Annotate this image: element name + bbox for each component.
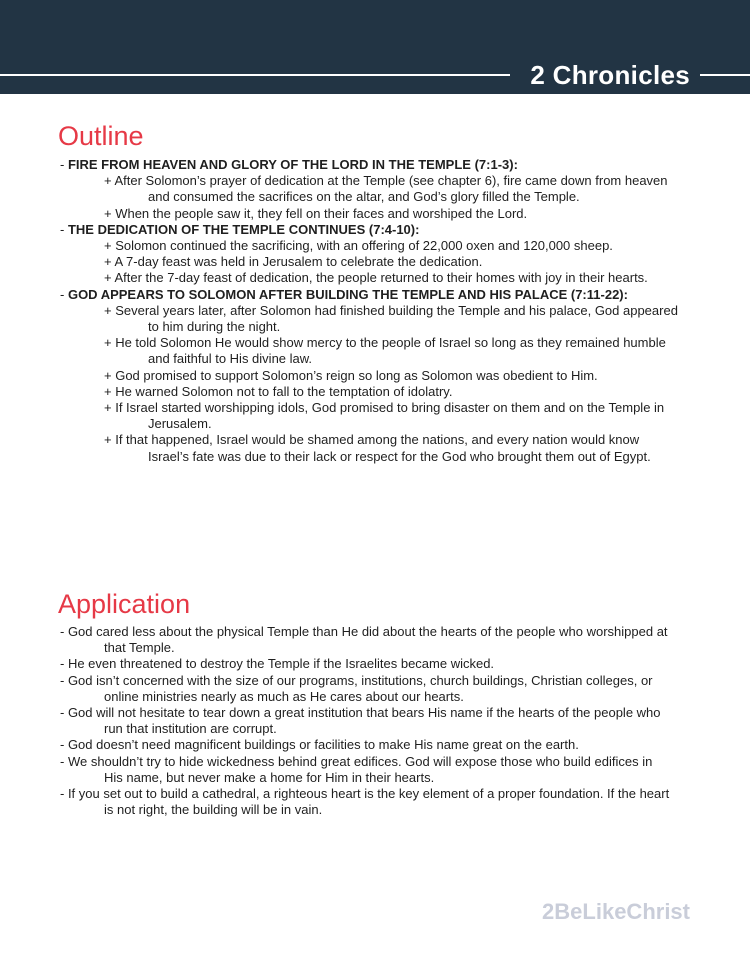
- header-rule-right: [700, 74, 750, 76]
- list-item-continuation: and consumed the sacrifices on the altar, and God’s glory filled the Temple.: [148, 189, 580, 205]
- list-item-continuation: and faithful to His divine law.: [148, 351, 313, 367]
- list-item: - God cared less about the physical Temple than He did about the hearts of the people who worshipped at: [60, 624, 668, 639]
- list-item-continuation: run that institution are corrupt.: [104, 721, 277, 737]
- list-item: + He warned Solomon not to fall to the temptation of idolatry.: [104, 383, 453, 399]
- list-item: + Several years later, after Solomon had finished building the Temple and his palace, God appeared: [104, 302, 678, 318]
- list-item: + If that happened, Israel would be shamed among the nations, and every nation would know: [104, 432, 640, 448]
- list-item-continuation: Israel’s fate was due to their lack or respect for the God who brought them out of Egypt.: [148, 448, 651, 464]
- list-item: - God doesn’t need magnificent buildings or facilities to make His name great on the earth.: [60, 737, 579, 753]
- list-item-continuation: that Temple.: [104, 640, 175, 656]
- header-rule-left: [0, 74, 510, 76]
- list-item: + When the people saw it, they fell on their faces and worshiped the Lord.: [104, 205, 528, 221]
- outline-heading: [60, 287, 700, 303]
- list-item: - God will not hesitate to tear down a great institution that bears His name if the hearts of the people who: [60, 705, 661, 721]
- header-banner: [0, 0, 750, 94]
- list-item: + After Solomon’s prayer of dedication at the Temple (see chapter 6), fire came down from heaven: [104, 173, 668, 189]
- list-item: - If you set out to build a cathedral, a righteous heart is the key element of a proper foundation. If the heart: [60, 786, 670, 802]
- list-item-continuation: Jerusalem.: [148, 416, 212, 432]
- outline-title: Outline: [58, 121, 144, 151]
- outline-heading: [60, 157, 700, 173]
- list-item: + Solomon continued the sacrificing, with an offering of 22,000 oxen and 120,000 sheep.: [104, 238, 613, 254]
- application-list: [60, 624, 700, 818]
- application-title: Application: [58, 589, 191, 619]
- list-item-continuation: His name, but never make a home for Him in their hearts.: [104, 769, 435, 785]
- list-item: - We shouldn’t try to hide wickedness behind great edifices. God will expose those who build edifices in: [60, 753, 653, 769]
- book-title: 2 Chronicles: [530, 60, 690, 90]
- heading-text: FIRE FROM HEAVEN AND GLORY OF THE LORD IN THE TEMPLE (7:1-3):: [67, 157, 518, 172]
- list-item: - God isn’t concerned with the size of our programs, institutions, church buildings, Christian colleges, or: [60, 672, 653, 688]
- list-item: - He even threatened to destroy the Temple if the Israelites became wicked.: [60, 656, 495, 672]
- brand-logo-text: 2BeLikeChrist: [542, 899, 690, 924]
- heading-text: THE DEDICATION OF THE TEMPLE CONTINUES (7:4-10):: [67, 221, 420, 237]
- list-item: + A 7-day feast was held in Jerusalem to celebrate the dedication.: [104, 254, 483, 270]
- list-item-continuation: to him during the night.: [148, 319, 281, 335]
- heading-text: GOD APPEARS TO SOLOMON AFTER BUILDING THE TEMPLE AND HIS PALACE (7:11-22):: [67, 286, 628, 302]
- list-item: + God promised to support Solomon’s reign so long as Solomon was obedient to Him.: [104, 367, 598, 383]
- heading-dash: -: [60, 221, 68, 237]
- list-item: + If Israel started worshipping idols, God promised to bring disaster on them and on the Temple in: [104, 400, 665, 416]
- list-item-continuation: online ministries nearly as much as He cares about our hearts.: [104, 688, 464, 704]
- list-item-continuation: is not right, the building will be in vain.: [104, 802, 323, 818]
- heading-dash: -: [60, 286, 68, 302]
- outline-list: [60, 157, 700, 465]
- list-item: + After the 7-day feast of dedication, the people returned to their homes with joy in their hearts.: [104, 270, 648, 286]
- outline-heading: [60, 222, 700, 238]
- heading-dash: -: [60, 157, 68, 172]
- list-item: + He told Solomon He would show mercy to the people of Israel so long as they remained humble: [104, 335, 666, 351]
